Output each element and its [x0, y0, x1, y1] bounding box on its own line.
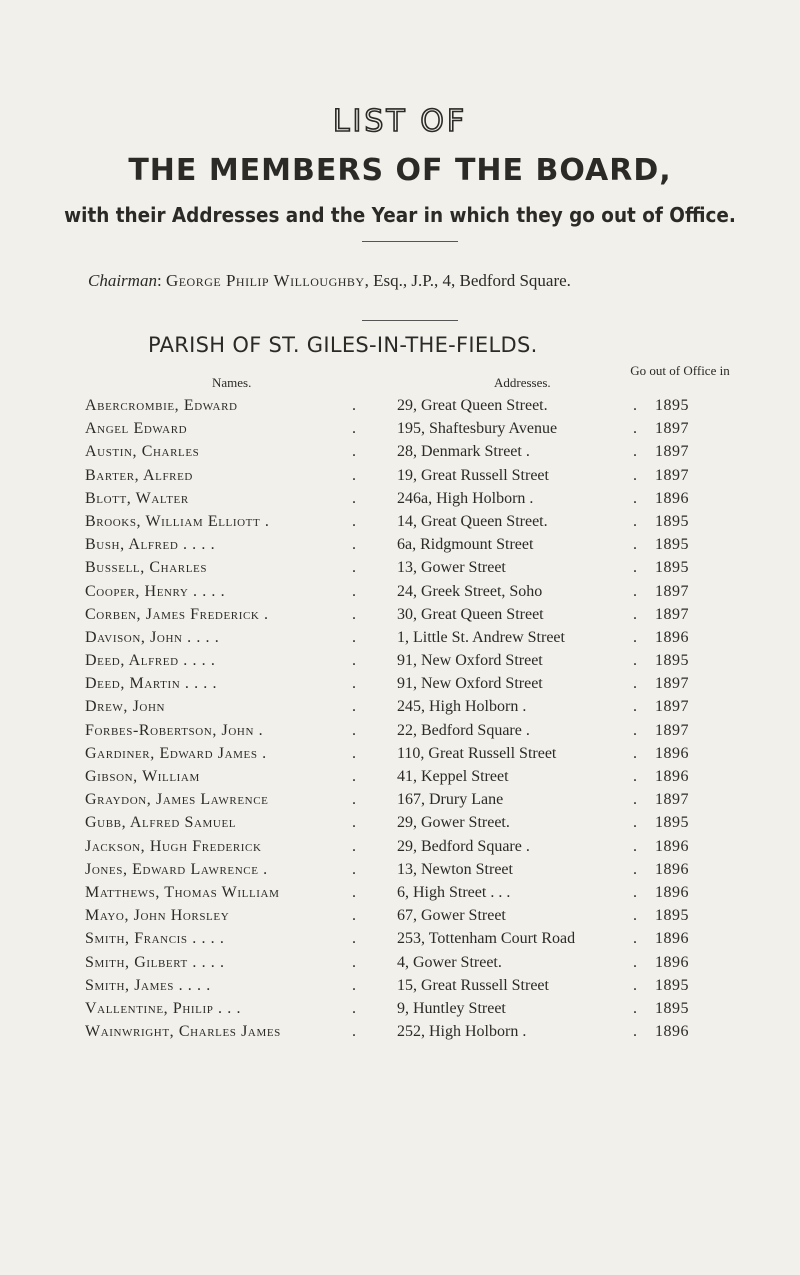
member-row	[0, 675, 800, 698]
leader-dot: .	[352, 930, 356, 948]
leader-dot: .	[633, 559, 637, 577]
member-year: 1897	[655, 721, 689, 739]
leader-dot: .	[352, 953, 356, 971]
leader-dot: .	[633, 1023, 637, 1041]
member-address: 252, High Holborn .	[397, 1023, 527, 1041]
member-year: 1896	[655, 837, 689, 855]
member-row	[0, 583, 800, 606]
member-address: 6a, Ridgmount Street	[397, 536, 534, 554]
member-name: Deed, Martin . . . .	[85, 675, 218, 693]
leader-dot: .	[633, 675, 637, 693]
member-address: 22, Bedford Square .	[397, 721, 530, 739]
member-year: 1897	[655, 443, 689, 461]
leader-dot: .	[633, 953, 637, 971]
member-name: Smith, Francis . . . .	[85, 930, 225, 948]
member-address: 29, Great Queen Street.	[397, 397, 548, 414]
member-name: Wainwright, Charles James	[85, 1023, 281, 1041]
member-name: Angel Edward	[85, 420, 188, 438]
member-row	[0, 606, 800, 629]
member-year: 1896	[655, 883, 689, 901]
leader-dot: .	[633, 420, 637, 438]
member-name: Gibson, William	[85, 768, 200, 785]
member-address: 13, Newton Street	[397, 860, 513, 878]
member-year: 1895	[655, 999, 689, 1017]
member-year: 1896	[655, 768, 689, 785]
leader-dot: .	[352, 721, 356, 739]
chairman-details: Esq., J.P., 4, Bedford Square.	[373, 271, 571, 290]
leader-dot: .	[633, 930, 637, 948]
leader-dot: .	[633, 744, 637, 762]
leader-dot: .	[633, 814, 637, 832]
member-year: 1895	[655, 397, 689, 414]
chairman-name: George Philip Willoughby	[165, 271, 365, 290]
member-year: 1895	[655, 976, 689, 994]
leader-dot: .	[352, 512, 356, 530]
member-year: 1896	[655, 953, 689, 971]
names-column-header: Names.	[212, 375, 252, 390]
member-row	[0, 490, 800, 513]
member-year: 1897	[655, 675, 689, 693]
leader-dot: .	[352, 860, 356, 878]
leader-dot: .	[633, 791, 637, 809]
addresses-column-header: Addresses.	[494, 375, 551, 390]
member-address: 110, Great Russell Street	[397, 744, 557, 762]
member-row	[0, 838, 800, 861]
leader-dot: .	[352, 1023, 356, 1041]
member-address: 15, Great Russell Street	[397, 976, 549, 994]
member-row	[0, 884, 800, 907]
leader-dot: .	[633, 512, 637, 530]
member-row	[0, 814, 800, 837]
member-year: 1896	[655, 860, 689, 878]
leader-dot: .	[633, 721, 637, 739]
leader-dot: .	[352, 698, 356, 716]
member-address: 41, Keppel Street	[397, 768, 509, 785]
subtitle-line: with their Addresses and the Year in which they go out of Office.	[64, 203, 736, 227]
member-year: 1895	[655, 652, 689, 670]
leader-dot: .	[633, 883, 637, 901]
leader-dot: .	[633, 976, 637, 994]
member-year: 1896	[655, 628, 689, 646]
member-name: Vallentine, Philip . . .	[85, 999, 242, 1017]
member-address: 14, Great Queen Street.	[397, 512, 548, 530]
member-row	[0, 768, 800, 791]
member-year: 1896	[655, 1023, 689, 1041]
member-row	[0, 629, 800, 652]
member-row	[0, 397, 800, 420]
leader-dot: .	[633, 837, 637, 855]
member-row	[0, 907, 800, 930]
member-year: 1895	[655, 907, 689, 925]
member-name: Graydon, James Lawrence	[85, 791, 269, 809]
member-name: Matthews, Thomas William	[85, 883, 280, 901]
member-row	[0, 513, 800, 536]
parish-heading: PARISH OF ST. GILES-IN-THE-FIELDS.	[148, 333, 538, 357]
member-address: 30, Great Queen Street	[397, 605, 544, 623]
member-year: 1897	[655, 791, 689, 809]
member-address: 19, Great Russell Street	[397, 466, 549, 484]
member-name: Austin, Charles	[85, 443, 200, 461]
leader-dot: .	[352, 744, 356, 762]
leader-dot: .	[352, 999, 356, 1017]
member-address: 91, New Oxford Street	[397, 675, 543, 693]
member-year: 1897	[655, 605, 689, 623]
leader-dot: .	[352, 791, 356, 809]
member-name: Cooper, Henry . . . .	[85, 582, 226, 600]
leader-dot: .	[352, 420, 356, 438]
leader-dot: .	[352, 628, 356, 646]
leader-dot: .	[633, 605, 637, 623]
leader-dot: .	[633, 536, 637, 554]
member-row	[0, 977, 800, 1000]
divider-rule-bottom	[362, 320, 458, 321]
member-row	[0, 698, 800, 721]
leader-dot: .	[352, 976, 356, 994]
member-address: 9, Huntley Street	[397, 999, 506, 1017]
leader-dot: .	[352, 652, 356, 670]
member-address: 28, Denmark Street .	[397, 443, 530, 461]
member-name: Smith, Gilbert . . . .	[85, 953, 225, 971]
leader-dot: .	[352, 582, 356, 600]
member-address: 24, Greek Street, Soho	[397, 582, 543, 600]
leader-dot: .	[352, 536, 356, 554]
member-name: Bush, Alfred . . . .	[85, 536, 216, 554]
member-address: 29, Gower Street.	[397, 814, 510, 832]
leader-dot: .	[633, 860, 637, 878]
leader-dot: .	[352, 768, 356, 785]
member-name: Jackson, Hugh Frederick	[85, 837, 262, 855]
member-name: Blott, Walter	[85, 489, 189, 507]
member-row	[0, 536, 800, 559]
leader-dot: .	[352, 605, 356, 623]
member-row	[0, 791, 800, 814]
office-column-header: Go out of Office in	[630, 363, 730, 378]
leader-dot: .	[633, 443, 637, 461]
leader-dot: .	[352, 883, 356, 901]
members-list	[0, 397, 800, 1046]
chairman-line: Chairman: George Philip Willoughby, Esq., J.P., 4, Bedford Square.	[88, 271, 571, 290]
leader-dot: .	[352, 814, 356, 832]
member-row	[0, 443, 800, 466]
member-address: 1, Little St. Andrew Street	[397, 628, 565, 646]
board-title: THE MEMBERS OF THE BOARD,	[128, 153, 672, 188]
member-row	[0, 722, 800, 745]
member-name: Davison, John . . . .	[85, 628, 220, 646]
member-name: Gubb, Alfred Samuel	[85, 814, 237, 832]
chairman-label: Chairman	[88, 271, 157, 290]
member-address: 91, New Oxford Street	[397, 652, 543, 670]
member-name: Forbes-Robertson, John .	[85, 721, 264, 739]
member-year: 1896	[655, 744, 689, 762]
member-row	[0, 861, 800, 884]
member-address: 6, High Street . . .	[397, 883, 511, 901]
leader-dot: .	[633, 768, 637, 785]
member-address: 195, Shaftesbury Avenue	[397, 420, 558, 438]
member-year: 1897	[655, 466, 689, 484]
member-row	[0, 652, 800, 675]
divider-rule-top	[362, 241, 458, 242]
member-address: 246a, High Holborn .	[397, 489, 534, 507]
member-address: 245, High Holborn .	[397, 698, 527, 716]
leader-dot: .	[352, 466, 356, 484]
member-address: 13, Gower Street	[397, 559, 506, 577]
member-name: Abercrombie, Edward	[85, 397, 238, 414]
leader-dot: .	[352, 559, 356, 577]
leader-dot: .	[352, 675, 356, 693]
member-name: Corben, James Frederick .	[85, 605, 269, 623]
member-row	[0, 420, 800, 443]
leader-dot: .	[633, 698, 637, 716]
member-year: 1897	[655, 698, 689, 716]
member-address: 67, Gower Street	[397, 907, 506, 925]
member-year: 1895	[655, 536, 689, 554]
member-address: 4, Gower Street.	[397, 953, 502, 971]
leader-dot: .	[633, 652, 637, 670]
leader-dot: .	[352, 489, 356, 507]
leader-dot: .	[633, 582, 637, 600]
member-year: 1895	[655, 512, 689, 530]
leader-dot: .	[633, 466, 637, 484]
member-row	[0, 559, 800, 582]
list-title: LIST OF	[332, 104, 468, 139]
member-address: 29, Bedford Square .	[397, 837, 530, 855]
member-name: Brooks, William Elliott .	[85, 512, 270, 530]
member-year: 1896	[655, 930, 689, 948]
member-address: 167, Drury Lane	[397, 791, 504, 809]
leader-dot: .	[352, 443, 356, 461]
member-year: 1895	[655, 559, 689, 577]
member-name: Barter, Alfred	[85, 466, 193, 484]
member-address: 253, Tottenham Court Road	[397, 930, 576, 948]
member-name: Jones, Edward Lawrence .	[85, 860, 268, 878]
member-row	[0, 954, 800, 977]
leader-dot: .	[633, 907, 637, 925]
leader-dot: .	[352, 397, 356, 414]
member-row	[0, 1023, 800, 1046]
member-year: 1897	[655, 582, 689, 600]
member-row	[0, 467, 800, 490]
member-row	[0, 745, 800, 768]
member-row	[0, 930, 800, 953]
member-name: Gardiner, Edward James .	[85, 744, 267, 762]
member-year: 1895	[655, 814, 689, 832]
member-name: Mayo, John Horsley	[85, 907, 230, 925]
leader-dot: .	[633, 489, 637, 507]
leader-dot: .	[633, 999, 637, 1017]
member-name: Smith, James . . . .	[85, 976, 211, 994]
member-year: 1896	[655, 489, 689, 507]
leader-dot: .	[633, 628, 637, 646]
member-name: Bussell, Charles	[85, 559, 208, 577]
member-name: Deed, Alfred . . . .	[85, 652, 216, 670]
leader-dot: .	[352, 837, 356, 855]
leader-dot: .	[352, 907, 356, 925]
member-year: 1897	[655, 420, 689, 438]
member-row	[0, 1000, 800, 1023]
member-name: Drew, John	[85, 698, 166, 716]
leader-dot: .	[633, 397, 637, 414]
